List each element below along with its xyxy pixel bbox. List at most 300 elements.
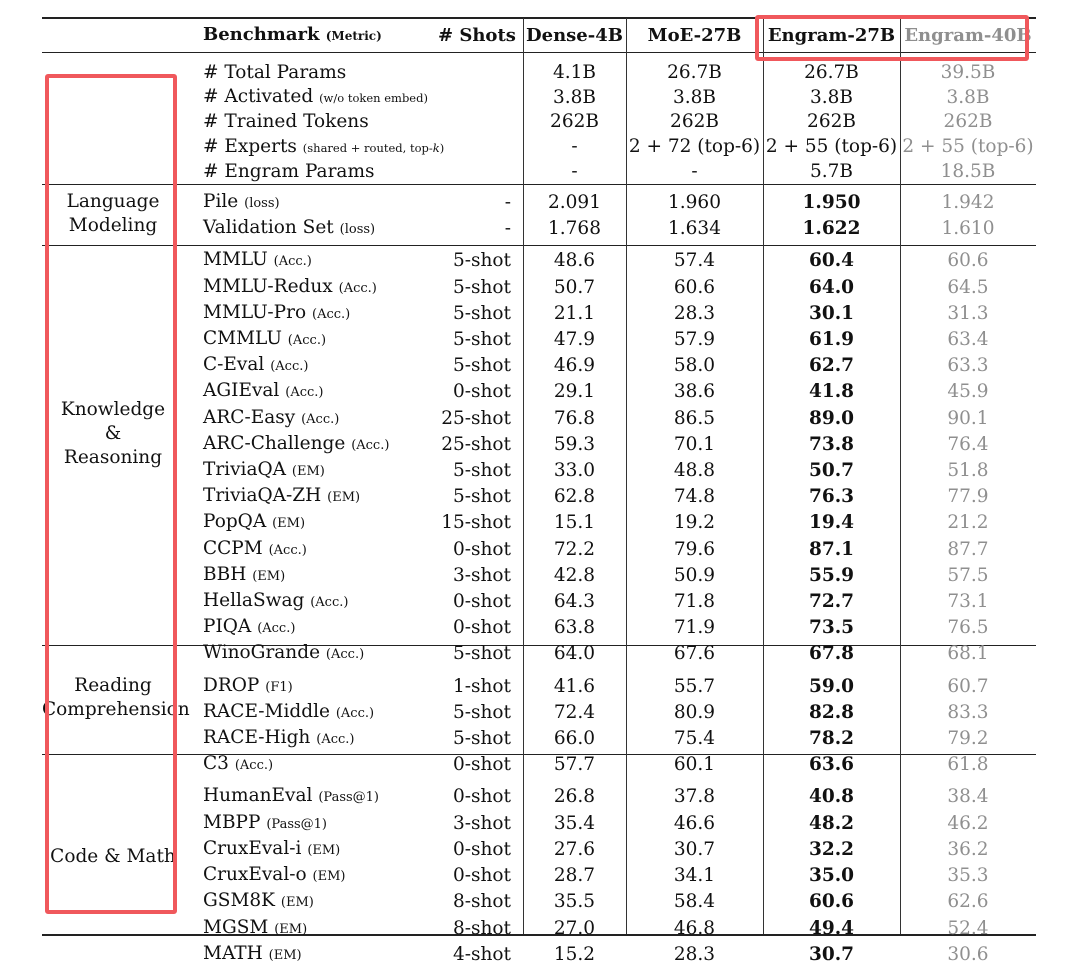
- value-moe-27b: 57.4: [673, 250, 716, 272]
- category-line: Reasoning: [63, 447, 163, 469]
- shots-cell: -: [504, 192, 511, 214]
- benchmark-name: CruxEval-i: [203, 837, 302, 859]
- header-benchmark-metric: (Metric): [325, 29, 382, 43]
- value-engram-27b: 89.0: [808, 407, 855, 429]
- header-shots: # Shots: [438, 25, 516, 46]
- config-row: [42, 110, 1036, 134]
- benchmark-name-cell: [203, 641, 438, 670]
- shots-cell: -: [504, 218, 511, 240]
- benchmark-name: CruxEval-o: [203, 864, 307, 886]
- shots-cell: 1-shot: [452, 675, 511, 697]
- config-row: [42, 85, 1036, 110]
- value-engram-27b: 73.5: [808, 617, 855, 639]
- knowledge-reasoning-row: [42, 510, 1036, 536]
- category-line: Modeling: [68, 215, 158, 237]
- value-engram-40b: 73.1: [947, 591, 989, 613]
- shots-cell: 5-shot: [452, 355, 511, 377]
- shots-cell: 0-shot: [452, 865, 511, 887]
- value-moe-27b: 74.8: [673, 486, 716, 508]
- benchmark-name-cell: [203, 216, 438, 245]
- value-engram-27b: 60.4: [808, 250, 855, 272]
- knowledge-reasoning-row: [42, 327, 1036, 353]
- benchmark-metric: (Acc.): [287, 333, 327, 349]
- value-engram-27b: 26.7B: [804, 62, 859, 83]
- shots-cell: 5-shot: [452, 728, 511, 750]
- value-moe-27b: 262B: [670, 111, 719, 133]
- knowledge-reasoning-row: [42, 245, 1036, 274]
- code-math-row: [42, 837, 1036, 863]
- value-moe-27b: 71.9: [673, 617, 716, 639]
- value-dense-4b: 35.4: [553, 812, 596, 834]
- value-dense-4b: 72.4: [553, 701, 596, 723]
- benchmark-name: GSM8K: [203, 890, 275, 912]
- value-moe-27b: 79.6: [673, 538, 716, 560]
- benchmark-name: C3: [203, 753, 229, 775]
- value-engram-27b: 87.1: [808, 538, 855, 560]
- benchmark-name-cell: [203, 406, 438, 432]
- reading-comprehension-row: [42, 671, 1036, 700]
- value-moe-27b: 37.8: [673, 786, 716, 808]
- benchmark-metric: (Pass@1): [266, 816, 327, 832]
- value-dense-4b: 4.1B: [552, 62, 597, 83]
- knowledge-reasoning-row: [42, 641, 1036, 670]
- benchmark-metric: (EM): [272, 516, 306, 532]
- value-engram-27b: 60.6: [808, 891, 855, 913]
- value-engram-40b: 63.4: [947, 329, 989, 351]
- code-math-row: [42, 863, 1036, 889]
- benchmark-name: MGSM: [203, 916, 269, 938]
- value-dense-4b: 48.6: [553, 250, 596, 272]
- benchmark-name-cell: [203, 510, 438, 536]
- value-moe-27b: 55.7: [673, 675, 716, 697]
- value-moe-27b: 26.7B: [667, 62, 722, 83]
- benchmark-name-cell: [203, 863, 438, 889]
- benchmark-metric: (Acc.): [268, 542, 307, 558]
- value-moe-27b: 60.6: [673, 276, 716, 298]
- benchmark-metric: (Acc.): [301, 411, 340, 427]
- value-moe-27b: 28.3: [673, 302, 716, 324]
- shots-cell: 0-shot: [452, 754, 511, 776]
- shots-cell: 8-shot: [452, 917, 511, 939]
- benchmark-name: # Trained Tokens: [203, 111, 369, 133]
- benchmark-metric: (Acc.): [234, 758, 274, 774]
- category-cell: [42, 916, 203, 942]
- benchmark-name: Pile: [203, 191, 239, 213]
- config-row: [42, 135, 1036, 160]
- language-modeling-row: [42, 216, 1036, 245]
- knowledge-reasoning-row: [42, 301, 1036, 327]
- value-engram-40b: 68.1: [947, 643, 989, 665]
- benchmark-name-cell: [203, 726, 438, 752]
- value-engram-40b: 21.2: [947, 512, 989, 534]
- header-benchmark-label: Benchmark: [203, 24, 320, 45]
- benchmark-name: ARC-Challenge: [203, 432, 346, 454]
- value-dense-4b: 57.7: [553, 754, 596, 776]
- value-engram-27b: 49.4: [808, 917, 855, 939]
- code-math-row: [42, 781, 1036, 810]
- value-engram-40b: 30.6: [947, 943, 989, 965]
- shots-cell: [438, 160, 523, 187]
- value-engram-27b: 30.7: [808, 943, 855, 965]
- benchmark-name-cell: [203, 811, 438, 837]
- value-engram-27b: 76.3: [808, 486, 855, 508]
- value-engram-40b: 31.3: [947, 302, 989, 324]
- benchmark-name: RACE-Middle: [203, 700, 330, 722]
- value-dense-4b: 15.1: [553, 512, 596, 534]
- benchmark-name: RACE-High: [203, 727, 311, 749]
- benchmark-metric: (loss): [244, 196, 280, 212]
- value-engram-27b: 78.2: [808, 728, 855, 750]
- benchmark-name-cell: [203, 135, 445, 160]
- value-engram-40b: 61.8: [947, 754, 989, 776]
- value-engram-27b: 67.8: [808, 643, 855, 665]
- value-moe-27b: 19.2: [673, 512, 716, 534]
- value-engram-27b: 2 + 55 (top-6): [765, 136, 898, 158]
- benchmark-name: TriviaQA: [203, 459, 287, 481]
- language-modeling-row: [42, 187, 1036, 216]
- highlight-box-engram-columns: [755, 15, 1029, 61]
- knowledge-reasoning-row: [42, 406, 1036, 432]
- value-engram-27b: 61.9: [808, 329, 855, 351]
- value-dense-4b: 29.1: [553, 381, 596, 403]
- knowledge-reasoning-row: [42, 537, 1036, 563]
- value-engram-40b: 18.5B: [940, 160, 996, 182]
- value-engram-27b: 41.8: [808, 381, 855, 403]
- benchmark-table: [42, 18, 1036, 968]
- value-engram-40b: 76.5: [947, 617, 989, 639]
- reading-comprehension-row: [42, 700, 1036, 726]
- value-engram-27b: 63.6: [808, 754, 855, 776]
- benchmark-name-cell: [203, 563, 438, 589]
- value-engram-27b: 19.4: [808, 512, 855, 534]
- category-line: Comprehension: [42, 699, 190, 721]
- benchmark-metric: (Acc.): [335, 705, 375, 721]
- value-engram-27b: 1.950: [802, 192, 861, 214]
- value-engram-40b: 46.2: [947, 812, 989, 834]
- value-engram-27b: 55.9: [808, 564, 855, 586]
- value-engram-40b: 36.2: [947, 838, 989, 860]
- value-dense-4b: 66.0: [553, 728, 596, 750]
- benchmark-metric: (EM): [312, 869, 346, 885]
- code-math-row: [42, 916, 1036, 942]
- benchmark-metric: (EM): [327, 490, 361, 506]
- value-engram-40b: 1.610: [941, 218, 995, 240]
- value-engram-40b: 57.5: [947, 564, 989, 586]
- value-moe-27b: 1.960: [668, 192, 721, 214]
- benchmark-name: BBH: [203, 563, 247, 585]
- value-moe-27b: 2 + 72 (top-6): [628, 136, 761, 158]
- config-row: [42, 57, 1036, 85]
- benchmark-name-cell: [203, 700, 438, 726]
- shots-cell: 0-shot: [452, 838, 511, 860]
- header-model-engram-27b: Engram-27B: [767, 25, 896, 46]
- benchmark-metric: (Acc.): [312, 306, 351, 322]
- shots-cell: 0-shot: [452, 617, 511, 639]
- value-engram-40b: 1.942: [941, 192, 995, 214]
- benchmark-name-cell: [203, 353, 438, 379]
- category-line: Language: [66, 191, 160, 212]
- value-dense-4b: 41.6: [553, 675, 596, 697]
- shots-cell: 5-shot: [452, 329, 511, 351]
- benchmark-metric: (Acc.): [338, 280, 377, 296]
- benchmark-metric: (loss): [339, 222, 376, 238]
- benchmark-metric: (Acc.): [273, 254, 312, 270]
- value-moe-27b: 1.634: [668, 218, 721, 240]
- value-engram-40b: 38.4: [947, 786, 989, 808]
- value-moe-27b: 75.4: [673, 728, 716, 750]
- value-engram-40b: 90.1: [947, 407, 989, 429]
- benchmark-metric: (EM): [268, 947, 302, 963]
- category-line: Code & Math: [50, 846, 176, 867]
- value-moe-27b: 48.8: [673, 460, 716, 482]
- benchmark-name-cell: [203, 327, 438, 353]
- value-moe-27b: 70.1: [673, 433, 716, 455]
- benchmark-name-cell: [203, 245, 438, 274]
- benchmark-metric: (Acc.): [325, 647, 365, 663]
- benchmark-name-cell: [203, 484, 438, 510]
- code-math-row: [42, 889, 1036, 915]
- shots-cell: 0-shot: [452, 591, 511, 613]
- benchmark-name: WinoGrande: [203, 642, 321, 664]
- value-dense-4b: 2.091: [548, 192, 601, 214]
- code-math-row: [42, 942, 1036, 968]
- category-line: Reading: [74, 675, 152, 696]
- header-model-engram-40b: Engram-40B: [904, 25, 1032, 46]
- benchmark-metric: (EM): [280, 895, 314, 911]
- value-engram-27b: 1.622: [802, 218, 861, 240]
- benchmark-metric: (EM): [291, 464, 325, 480]
- value-moe-27b: 3.8B: [672, 86, 717, 108]
- value-dense-4b: 262B: [550, 111, 599, 133]
- value-moe-27b: 30.7: [673, 838, 716, 860]
- value-engram-40b: 63.3: [947, 355, 989, 377]
- benchmark-name-cell: [203, 275, 438, 301]
- shots-cell: 3-shot: [452, 564, 511, 586]
- shots-cell: 0-shot: [452, 538, 511, 560]
- shots-cell: 5-shot: [452, 302, 511, 324]
- knowledge-reasoning-row: [42, 458, 1036, 484]
- value-engram-40b: 79.2: [947, 728, 989, 750]
- value-engram-27b: 40.8: [808, 786, 855, 808]
- category-line: &: [104, 423, 122, 445]
- reading-comprehension-row: [42, 752, 1036, 781]
- header-benchmark: [203, 18, 438, 57]
- shots-cell: 0-shot: [452, 381, 511, 403]
- benchmark-name-cell: [203, 160, 438, 187]
- shots-cell: 25-shot: [441, 407, 511, 429]
- reading-comprehension-row: [42, 726, 1036, 752]
- header-model-dense-4b: Dense-4B: [526, 25, 623, 46]
- benchmark-name-cell: [203, 837, 438, 863]
- benchmark-name: AGIEval: [203, 380, 280, 402]
- shots-cell: [438, 85, 523, 110]
- benchmark-name: DROP: [203, 674, 260, 696]
- benchmark-name: MMLU-Pro: [203, 301, 307, 323]
- value-dense-4b: 59.3: [553, 433, 596, 455]
- header-category-cell: [42, 18, 203, 57]
- benchmark-name-cell: [203, 889, 438, 915]
- shots-cell: 0-shot: [452, 786, 511, 808]
- value-engram-40b: 45.9: [947, 381, 989, 403]
- value-engram-40b: 35.3: [947, 865, 989, 887]
- benchmark-metric: (Acc.): [351, 437, 390, 453]
- value-dense-4b: 64.0: [553, 643, 596, 665]
- value-engram-40b: 52.4: [947, 917, 989, 939]
- value-moe-27b: 58.0: [673, 355, 716, 377]
- value-dense-4b: 47.9: [553, 329, 596, 351]
- value-engram-27b: 59.0: [808, 675, 855, 697]
- value-moe-27b: 60.1: [673, 754, 716, 776]
- shots-cell: 8-shot: [452, 891, 511, 913]
- knowledge-reasoning-row: [42, 379, 1036, 405]
- value-engram-40b: 62.6: [947, 891, 989, 913]
- value-engram-40b: 64.5: [947, 276, 989, 298]
- value-moe-27b: 46.6: [673, 812, 716, 834]
- benchmark-name: MBPP: [203, 811, 261, 833]
- benchmark-name-cell: [203, 432, 438, 458]
- benchmark-table-body: [42, 57, 1036, 968]
- benchmark-name-cell: [203, 589, 438, 615]
- benchmark-name-cell: [203, 537, 438, 563]
- benchmark-name: TriviaQA-ZH: [203, 485, 322, 507]
- benchmark-name: # Experts: [203, 135, 297, 157]
- value-dense-4b: 28.7: [553, 865, 596, 887]
- benchmark-name: MATH: [203, 942, 263, 964]
- shots-cell: 5-shot: [452, 276, 511, 298]
- value-moe-27b: 57.9: [673, 329, 716, 351]
- value-engram-27b: 5.7B: [809, 160, 854, 182]
- benchmark-metric: (shared + routed, top-: [302, 140, 433, 155]
- benchmark-name: CMMLU: [203, 328, 282, 350]
- benchmark-metric: (EM): [252, 568, 286, 584]
- value-moe-27b: 46.8: [673, 917, 716, 939]
- knowledge-reasoning-row: [42, 432, 1036, 458]
- benchmark-name: # Total Params: [203, 62, 347, 83]
- value-engram-40b: 60.6: [947, 250, 989, 272]
- knowledge-reasoning-row: [42, 615, 1036, 641]
- shots-cell: 5-shot: [452, 701, 511, 723]
- benchmark-metric: (F1): [265, 679, 293, 695]
- highlight-box-category-column: [45, 74, 177, 914]
- value-engram-40b: 87.7: [947, 538, 989, 560]
- benchmark-name-cell: [203, 752, 438, 781]
- value-dense-4b: -: [571, 136, 578, 158]
- value-dense-4b: 21.1: [553, 302, 596, 324]
- value-engram-27b: 3.8B: [809, 86, 854, 108]
- shots-cell: 25-shot: [441, 433, 511, 455]
- value-engram-40b: 3.8B: [946, 86, 990, 108]
- benchmark-name: Validation Set: [203, 217, 334, 239]
- value-dense-4b: 50.7: [553, 276, 596, 298]
- benchmark-metric: (Acc.): [270, 359, 309, 375]
- benchmark-name-cell: [203, 781, 438, 810]
- value-engram-40b: 262B: [943, 111, 993, 133]
- benchmark-name-cell: [203, 615, 438, 641]
- value-engram-27b: 73.8: [808, 433, 855, 455]
- code-math-row: [42, 811, 1036, 837]
- value-dense-4b: 64.3: [553, 591, 596, 613]
- knowledge-reasoning-row: [42, 353, 1036, 379]
- benchmark-name: ARC-Easy: [203, 406, 296, 428]
- benchmark-metric: (Pass@1): [318, 790, 379, 806]
- category-cell: [42, 942, 203, 968]
- value-moe-27b: 80.9: [673, 701, 716, 723]
- value-dense-4b: 27.6: [553, 838, 596, 860]
- benchmark-name: PIQA: [203, 616, 252, 638]
- value-engram-27b: 30.1: [808, 302, 855, 324]
- value-dense-4b: 27.0: [553, 917, 596, 939]
- value-dense-4b: 26.8: [553, 786, 596, 808]
- value-engram-27b: 32.2: [808, 838, 855, 860]
- knowledge-reasoning-row: [42, 563, 1036, 589]
- value-engram-27b: 62.7: [808, 355, 855, 377]
- value-moe-27b: 67.6: [673, 643, 716, 665]
- shots-cell: 3-shot: [452, 812, 511, 834]
- benchmark-name: # Engram Params: [203, 160, 375, 182]
- category-line: Knowledge: [60, 399, 166, 420]
- shots-cell: 5-shot: [452, 250, 511, 272]
- benchmark-metric: (Acc.): [310, 595, 349, 611]
- benchmark-name-cell: [203, 942, 438, 968]
- value-dense-4b: 62.8: [553, 486, 596, 508]
- config-row: [42, 160, 1036, 187]
- benchmark-name: CCPM: [203, 537, 263, 559]
- benchmark-name-cell: [203, 85, 438, 110]
- value-engram-27b: 64.0: [808, 276, 855, 298]
- benchmark-metric-end: ): [439, 140, 445, 155]
- value-moe-27b: 58.4: [673, 891, 716, 913]
- value-engram-40b: 51.8: [947, 460, 989, 482]
- benchmark-name-cell: [203, 458, 438, 484]
- value-engram-40b: 60.7: [947, 675, 989, 697]
- value-dense-4b: 76.8: [553, 407, 596, 429]
- value-engram-40b: 39.5B: [940, 62, 996, 83]
- shots-cell: 5-shot: [452, 643, 511, 665]
- value-moe-27b: -: [691, 160, 698, 182]
- benchmark-name-cell: [203, 916, 438, 942]
- shots-cell: 5-shot: [452, 460, 511, 482]
- shots-cell: 5-shot: [452, 486, 511, 508]
- benchmark-name: MMLU-Redux: [203, 275, 333, 297]
- benchmark-name-cell: [203, 57, 438, 85]
- shots-cell: [438, 135, 523, 160]
- value-moe-27b: 34.1: [673, 865, 716, 887]
- value-engram-27b: 262B: [807, 111, 856, 133]
- value-dense-4b: 63.8: [553, 617, 596, 639]
- value-engram-40b: 76.4: [947, 433, 989, 455]
- value-engram-27b: 82.8: [808, 701, 855, 723]
- value-dense-4b: -: [571, 160, 578, 182]
- value-moe-27b: 28.3: [673, 943, 716, 965]
- value-dense-4b: 33.0: [553, 460, 596, 482]
- value-moe-27b: 50.9: [673, 564, 716, 586]
- benchmark-name: HellaSwag: [203, 590, 305, 612]
- benchmark-metric-k: k: [432, 140, 440, 155]
- value-dense-4b: 35.5: [553, 891, 596, 913]
- header-model-moe-27b: MoE-27B: [647, 25, 742, 46]
- benchmark-name-cell: [203, 110, 438, 134]
- value-dense-4b: 42.8: [553, 564, 596, 586]
- benchmark-name-cell: [203, 671, 438, 700]
- shots-cell: [438, 57, 523, 85]
- value-dense-4b: 72.2: [553, 538, 596, 560]
- value-dense-4b: 1.768: [548, 218, 601, 240]
- knowledge-reasoning-row: [42, 589, 1036, 615]
- value-engram-27b: 35.0: [808, 865, 855, 887]
- value-engram-40b: 77.9: [947, 486, 989, 508]
- value-moe-27b: 71.8: [673, 591, 716, 613]
- benchmark-metric: (Acc.): [257, 621, 296, 637]
